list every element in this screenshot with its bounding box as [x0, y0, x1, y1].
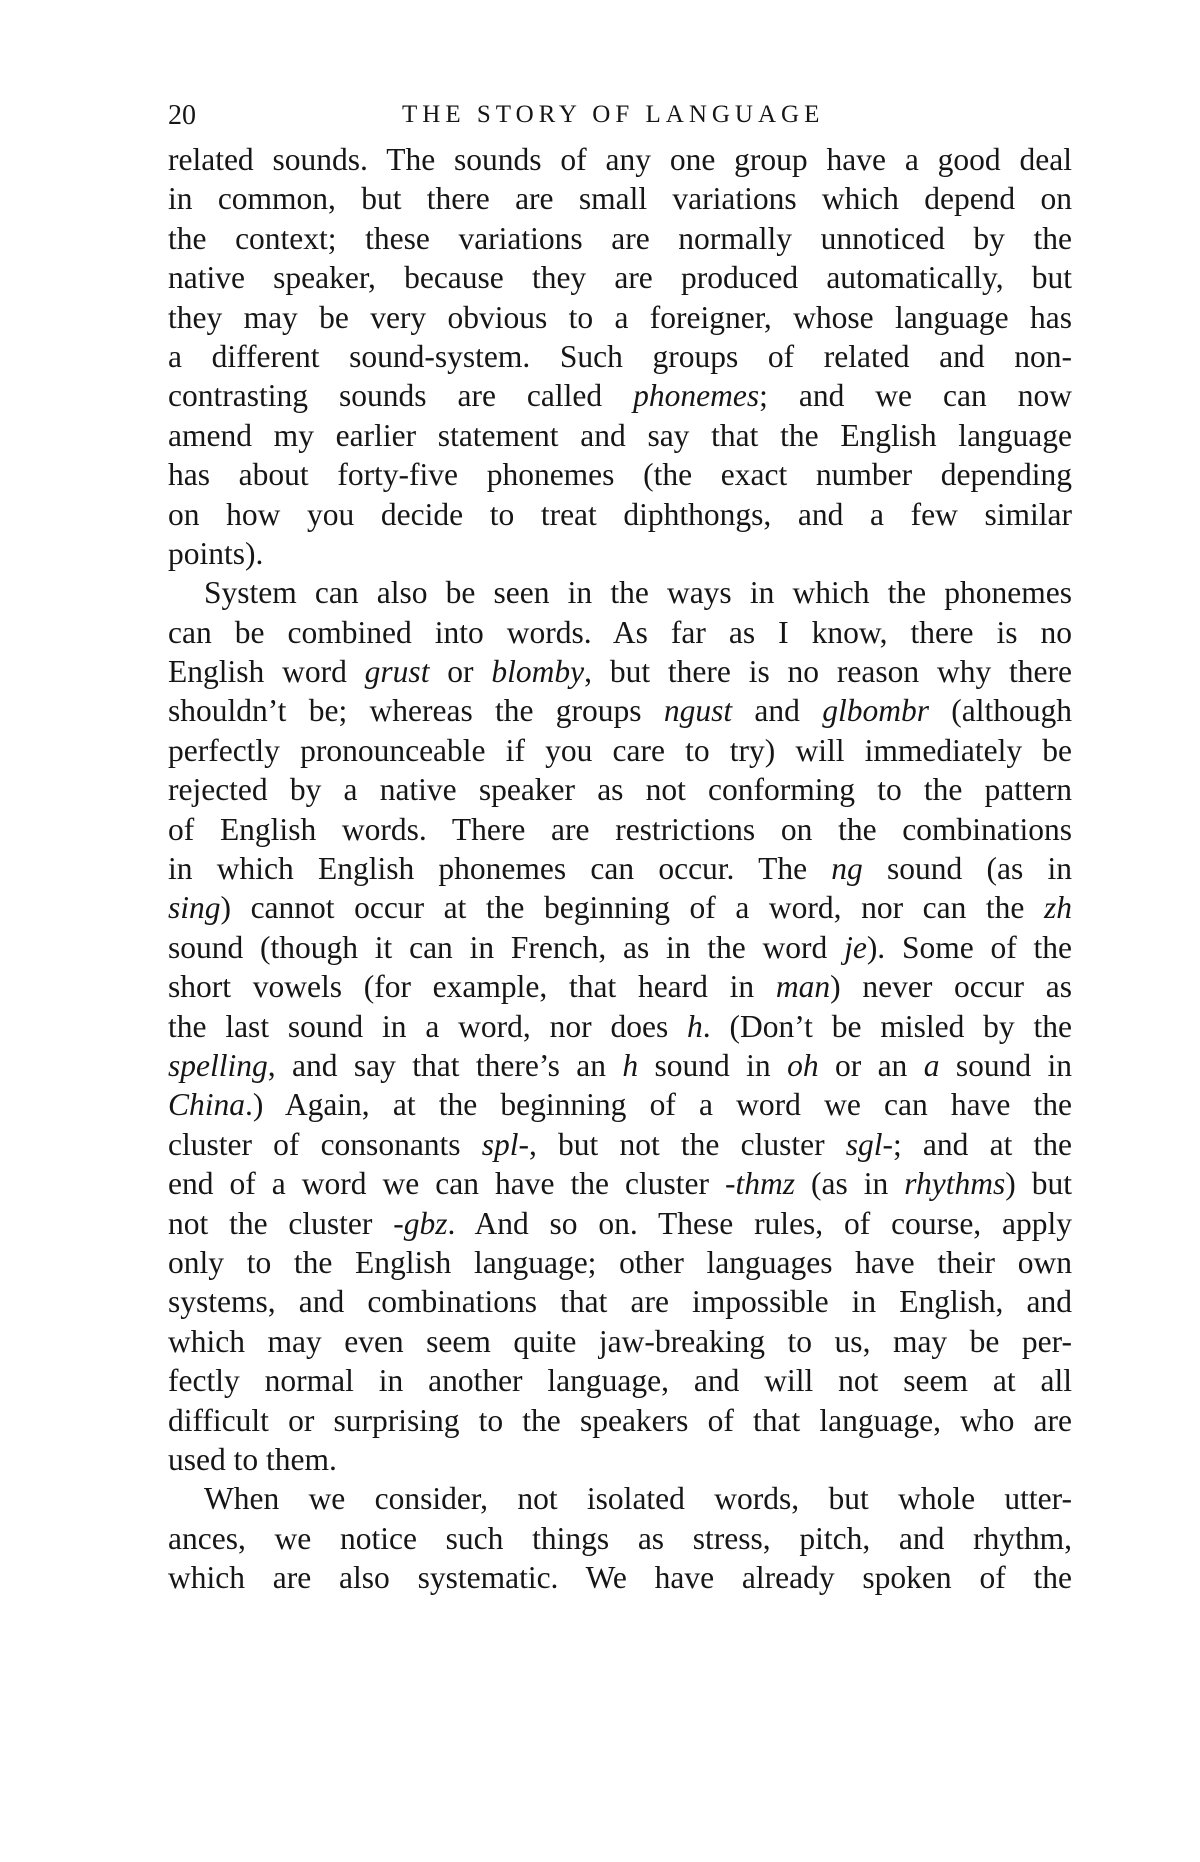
text-segment: which are also systematic. We have already spoken of the — [168, 1560, 1072, 1596]
italic-text: spl- — [481, 1126, 529, 1162]
text-line — [168, 1164, 1072, 1203]
text-segment: has about forty-five phonemes (the exact number depending — [168, 457, 1072, 493]
italic-text: sing — [168, 890, 221, 926]
text-line — [168, 691, 1072, 730]
text-segment: cluster of consonants — [168, 1126, 482, 1162]
text-line — [168, 967, 1072, 1006]
text-segment: . And so on. These rules, of course, apply — [447, 1205, 1072, 1241]
italic-text: je — [844, 929, 867, 965]
text-segment: the context; these variations are normally unnoticed by the — [168, 220, 1072, 256]
text-line — [168, 1519, 1072, 1558]
text-segment: .) Again, at the beginning of a word we can have the — [245, 1087, 1072, 1123]
running-head — [168, 100, 1072, 140]
text-segment: (as in — [795, 1166, 905, 1202]
text-segment: or an — [818, 1047, 924, 1083]
text-segment: used to them. — [168, 1441, 337, 1477]
text-line — [168, 258, 1072, 297]
text-segment: in common, but there are small variations which depend on — [168, 181, 1072, 217]
text-segment: in which English phonemes can occur. The — [168, 851, 832, 887]
text-line — [168, 928, 1072, 967]
text-segment: System can also be seen in the ways in which the phonemes — [204, 575, 1072, 611]
text-segment: short vowels (for example, that heard in — [168, 969, 776, 1005]
text-line — [168, 1046, 1072, 1085]
italic-text: -gbz — [393, 1205, 448, 1241]
text-segment: of English words. There are restrictions on the combinations — [168, 811, 1072, 847]
text-line — [168, 1558, 1072, 1597]
text-segment: and — [732, 693, 823, 729]
italic-text: spelling — [168, 1047, 268, 1083]
text-line — [168, 1204, 1072, 1243]
text-segment: not the cluster — [168, 1205, 394, 1241]
text-segment: ) cannot occur at the beginning of a word, nor can the — [220, 890, 1044, 926]
body-text — [168, 140, 1072, 1597]
text-line — [168, 1007, 1072, 1046]
text-segment: a different sound-system. Such groups of related and non- — [168, 338, 1072, 374]
paragraph — [168, 573, 1072, 1479]
text-line — [168, 652, 1072, 691]
text-line — [168, 849, 1072, 888]
text-segment: , but there is no reason why there — [584, 654, 1072, 690]
text-line — [168, 337, 1072, 376]
italic-text: ng — [831, 851, 863, 887]
text-line — [168, 613, 1072, 652]
text-line — [168, 1401, 1072, 1440]
italic-text: grust — [364, 654, 430, 690]
text-line — [168, 140, 1072, 179]
text-segment: fectly normal in another language, and will not seem at all — [168, 1363, 1072, 1399]
text-segment: , but not the cluster — [529, 1126, 846, 1162]
text-segment: amend my earlier statement and say that the English language — [168, 417, 1072, 453]
italic-text: China — [168, 1087, 246, 1123]
text-segment: rejected by a native speaker as not conforming to the pattern — [168, 772, 1072, 808]
italic-text: ngust — [663, 693, 733, 729]
text-segment: points). — [168, 535, 264, 571]
running-title: THE STORY OF LANGUAGE — [402, 101, 825, 128]
text-line — [168, 1440, 1072, 1479]
text-line — [168, 1282, 1072, 1321]
text-line — [168, 1243, 1072, 1282]
text-segment: difficult or surprising to the speakers of that language, who are — [168, 1402, 1072, 1438]
text-line — [168, 1322, 1072, 1361]
text-segment: ) but — [1005, 1166, 1072, 1202]
text-segment: ances, we notice such things as stress, pitch, and rhythm, — [168, 1520, 1072, 1556]
text-line — [168, 770, 1072, 809]
italic-text: zh — [1043, 890, 1072, 926]
italic-text: blomby — [491, 654, 585, 690]
text-segment: sound (as in — [862, 851, 1072, 887]
text-line — [168, 455, 1072, 494]
text-line — [168, 495, 1072, 534]
text-line — [168, 219, 1072, 258]
text-segment: related sounds. The sounds of any one group have a good deal — [168, 142, 1072, 177]
text-segment: When we consider, not isolated words, but whole utter- — [204, 1481, 1072, 1517]
italic-text: h — [622, 1047, 639, 1083]
text-segment: systems, and combinations that are impossible in English, and — [168, 1284, 1072, 1320]
text-segment: . (Don’t be misled by the — [702, 1008, 1072, 1044]
italic-text: rhythms — [904, 1166, 1006, 1202]
italic-text: glbombr — [822, 693, 929, 729]
text-line — [168, 1085, 1072, 1124]
text-line — [168, 1361, 1072, 1400]
italic-text: -thmz — [725, 1166, 795, 1202]
text-segment: English word — [168, 654, 365, 690]
text-line — [168, 888, 1072, 927]
text-segment: sound in — [638, 1047, 788, 1083]
book-page — [168, 100, 1072, 1597]
text-segment: ; and at the — [893, 1126, 1073, 1162]
text-segment: ) never occur as — [830, 969, 1072, 1005]
text-segment: shouldn’t be; whereas the groups — [168, 693, 664, 729]
text-segment: only to the English language; other languages have their own — [168, 1244, 1072, 1280]
italic-text: phonemes — [633, 378, 760, 414]
text-line — [168, 810, 1072, 849]
text-segment: (although — [928, 693, 1072, 729]
paragraph — [168, 1479, 1072, 1597]
text-line — [168, 179, 1072, 218]
text-segment: or — [429, 654, 492, 690]
text-line — [168, 731, 1072, 770]
text-segment: perfectly pronounceable if you care to try) will immediately be — [168, 732, 1072, 768]
text-segment: can be combined into words. As far as I know, there is no — [168, 614, 1072, 650]
paragraph — [168, 140, 1072, 573]
text-segment: sound in — [939, 1047, 1072, 1083]
text-segment: ). Some of the — [866, 929, 1072, 965]
text-line — [168, 1125, 1072, 1164]
text-segment: sound (though it can in French, as in the word — [168, 929, 845, 965]
text-segment: they may be very obvious to a foreigner, whose language has — [168, 299, 1072, 335]
text-line — [168, 1479, 1072, 1518]
italic-text: a — [923, 1047, 940, 1083]
text-segment: the last sound in a word, nor does — [168, 1008, 688, 1044]
text-segment: which may even seem quite jaw-breaking to us, may be per- — [168, 1323, 1072, 1359]
text-line — [168, 298, 1072, 337]
italic-text: sgl- — [845, 1126, 893, 1162]
text-segment: ; and we can now — [759, 378, 1072, 414]
text-line — [168, 534, 1072, 573]
text-line — [168, 416, 1072, 455]
italic-text: man — [775, 969, 831, 1005]
italic-text: h — [687, 1008, 703, 1044]
text-segment: native speaker, because they are produced automatically, but — [168, 260, 1072, 296]
text-segment: , and say that there’s an — [267, 1047, 623, 1083]
page-number: 20 — [168, 100, 196, 131]
italic-text: oh — [787, 1047, 819, 1083]
text-segment: end of a word we can have the cluster — [168, 1166, 725, 1202]
text-segment: on how you decide to treat diphthongs, and a few similar — [168, 496, 1072, 532]
text-segment: contrasting sounds are called — [168, 378, 634, 414]
text-line — [168, 573, 1072, 612]
text-line — [168, 376, 1072, 415]
